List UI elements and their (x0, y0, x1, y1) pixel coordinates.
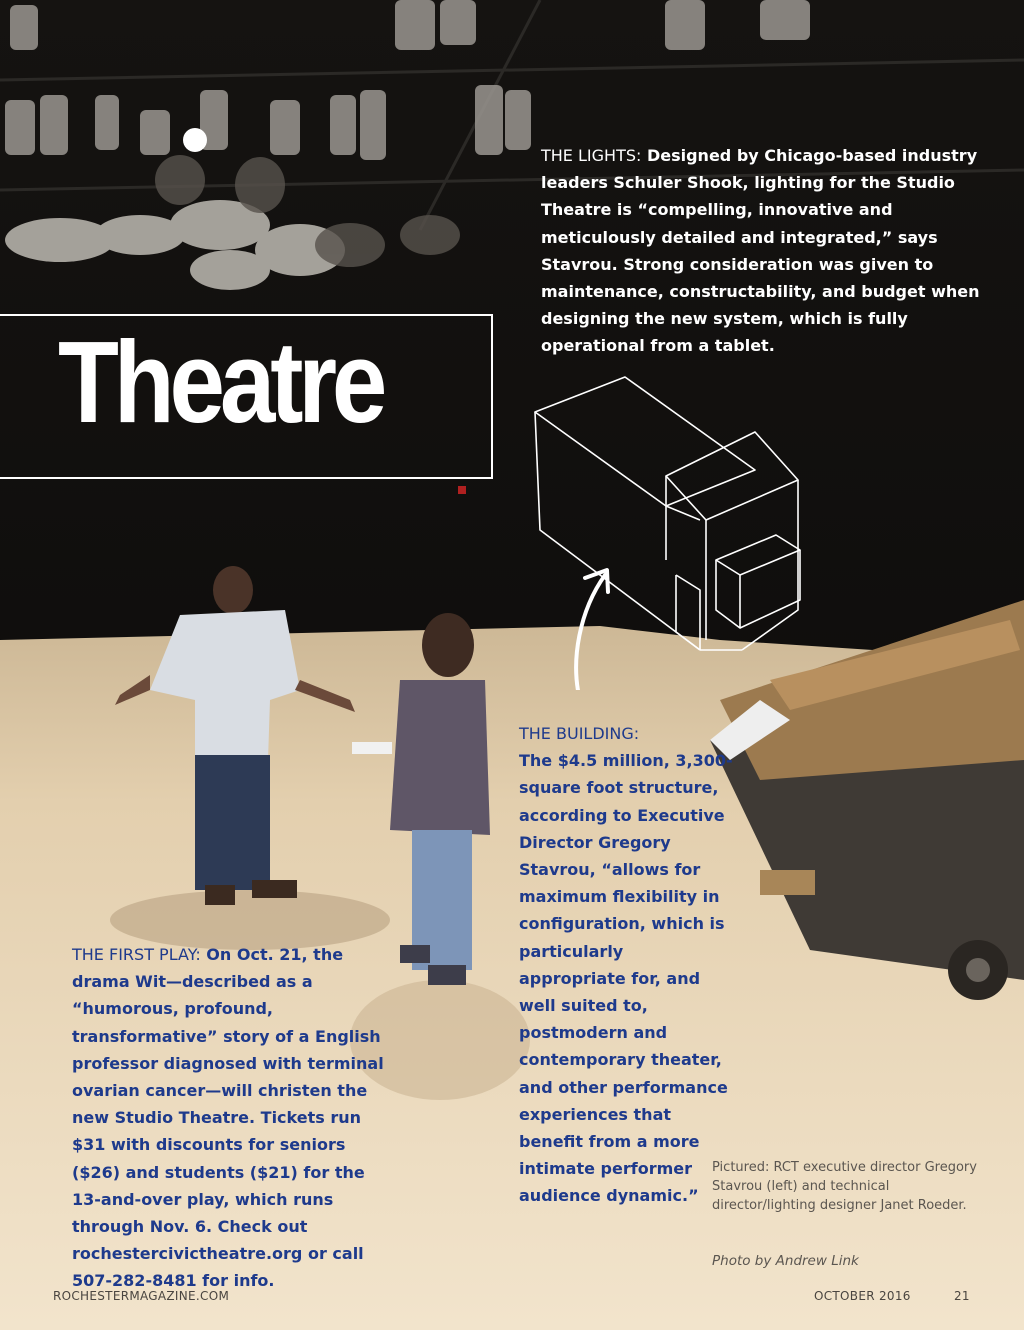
first-play-label: THE FIRST PLAY: (72, 945, 201, 964)
building-caption (519, 720, 734, 1210)
photo-credit: Photo by Andrew Link (712, 1253, 859, 1269)
footer-website: ROCHESTERMAGAZINE.COM (53, 1289, 230, 1303)
page-title: Theatre (58, 317, 383, 447)
first-play-text: On Oct. 21, the drama Wit—described as a “humorous, profound, transformative” story of a English professor diagnosed with terminal ovarian cancer—will christen the new Studio Theatre. Tickets run $31 with discounts for seniors ($26) and students ($21) for the 13-and-over play, which runs through Nov. 6. Check out rochestercivictheatre.org or call 507-282-8481 for info. (72, 945, 384, 1291)
lights-text: Designed by Chicago-based industry leaders Schuler Shook, lighting for the Studio Theatre is “compelling, innovative and meticulously detailed and integrated,” says Stavrou. Strong consideration was given to maintenance, constructability, and budget when designing the new system, which is fully operational from a tablet. (541, 146, 980, 356)
photo-caption: Pictured: RCT executive director Gregory Stavrou (left) and technical director/lighting designer Janet Roeder. (712, 1160, 977, 1213)
lights-caption (541, 142, 991, 360)
building-line-drawing (520, 370, 810, 690)
first-play-caption (72, 941, 392, 1295)
footer-issue-date: OCTOBER 2016 (814, 1289, 911, 1303)
building-label: THE BUILDING: (519, 724, 640, 743)
building-text: The $4.5 million, 3,300-square foot structure, according to Executive Director Gregory Stavrou, “allows for maximum flexibility in configuration, which is particularly appropriate for, and well suited to, postmodern and contemporary theater, and other performance experiences that benefit from a more intimate performer audience dynamic.” (519, 751, 733, 1206)
lights-label: THE LIGHTS: (541, 146, 642, 165)
page-number: 21 (954, 1289, 970, 1303)
